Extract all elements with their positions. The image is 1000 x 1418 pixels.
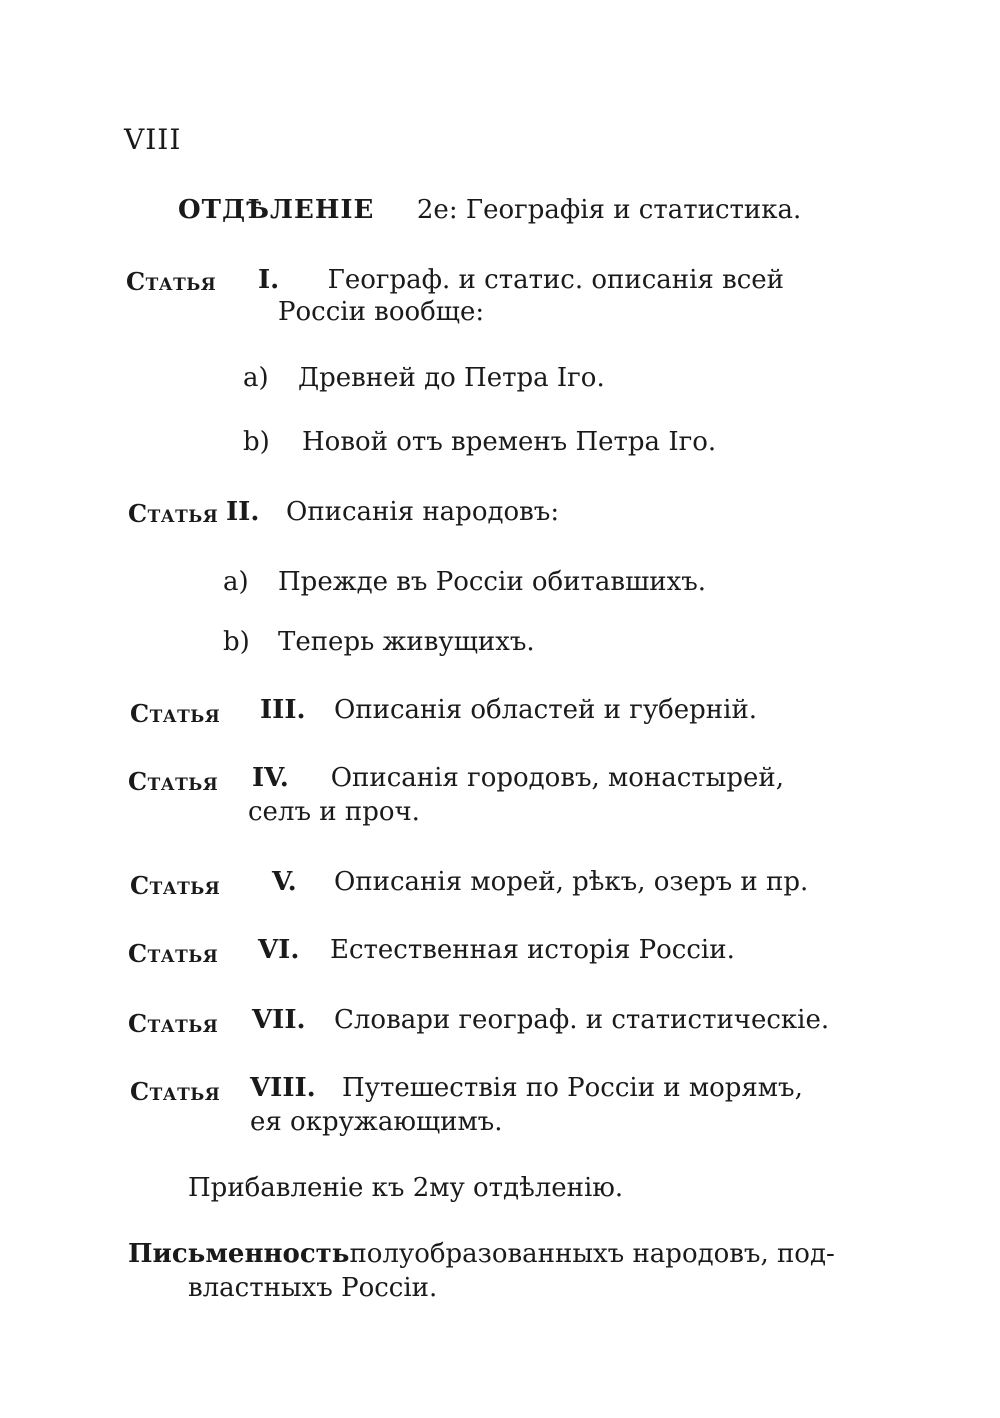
article-number: V. — [272, 867, 297, 897]
article-text: Описанія морей, рѣкъ, озеръ и пр. — [334, 867, 809, 897]
section-subject: Географія и статистика. — [465, 195, 802, 225]
appendix-heading: Прибавленіе къ 2му отдѣленію. — [188, 1173, 624, 1203]
section-heading — [178, 194, 801, 226]
article-label: Статья — [128, 499, 219, 528]
article-text-continued: Россіи вообще: — [278, 297, 485, 327]
subitem-marker: a) — [223, 567, 249, 597]
article-text: Описанія областей и губерній. — [334, 695, 758, 725]
article-text: Словари географ. и статистическіе. — [334, 1005, 830, 1035]
page-number: VIII — [124, 123, 182, 156]
article-text-continued: селъ и проч. — [248, 797, 420, 827]
appendix-text-continued: властныхъ Россіи. — [188, 1273, 438, 1303]
section-title: ОТДѢЛЕНІЕ — [178, 195, 375, 225]
appendix-line-1 — [128, 1238, 835, 1270]
article-iv-line-1 — [252, 762, 784, 794]
appendix-label: Письменность — [128, 1239, 350, 1269]
article-number: III. — [260, 695, 306, 725]
appendix-text: полуобразованныхъ народовъ, под- — [349, 1239, 835, 1269]
article-text: Естественная исторія Россіи. — [330, 935, 735, 965]
article-number: VIII. — [250, 1073, 316, 1103]
article-text: Путешествія по Россіи и морямъ, — [342, 1073, 803, 1103]
subitem-marker: b) — [223, 627, 250, 657]
article-label: Статья — [128, 767, 219, 796]
article-label: Статья — [130, 1077, 221, 1106]
article-i-line-1 — [258, 264, 784, 296]
article-text: Описанія народовъ: — [286, 497, 560, 527]
article-number: VI. — [258, 935, 300, 965]
subitem-text: Теперь живущихъ. — [278, 627, 535, 657]
article-label: Статья — [126, 267, 217, 296]
article-number: IV. — [252, 763, 289, 793]
article-label: Статья — [130, 871, 221, 900]
subitem-marker: a) — [243, 363, 269, 393]
subitem-text: Новой отъ временъ Петра Iго. — [302, 427, 717, 457]
subitem-text: Древней до Петра Iго. — [298, 363, 605, 393]
article-text-continued: ея окружающимъ. — [250, 1107, 503, 1137]
subitem-text: Прежде въ Россіи обитавшихъ. — [278, 567, 707, 597]
article-number: II. — [226, 497, 260, 527]
article-label: Статья — [128, 1009, 219, 1038]
article-number: I. — [258, 265, 280, 295]
article-text: Описанія городовъ, монастырей, — [330, 763, 784, 793]
article-label: Статья — [128, 939, 219, 968]
article-text: Географ. и статис. описанія всей — [327, 265, 784, 295]
subitem-marker: b) — [243, 427, 270, 457]
article-label: Статья — [130, 699, 221, 728]
article-number: VII. — [252, 1005, 306, 1035]
section-ordinal: 2е: — [416, 195, 458, 225]
